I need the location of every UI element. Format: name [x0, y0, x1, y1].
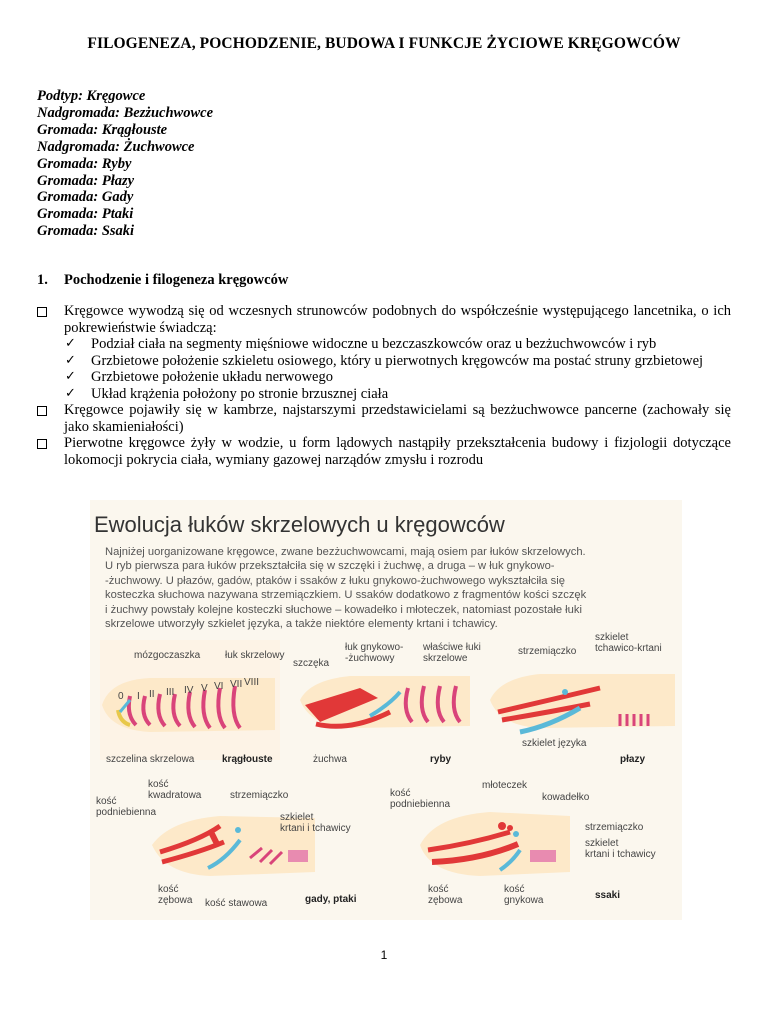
numeral: 0	[118, 691, 124, 702]
checkmark-icon: ✓	[65, 336, 76, 351]
numeral: VII	[230, 679, 243, 690]
check-item	[37, 336, 731, 353]
numeral: II	[149, 689, 155, 700]
section-heading	[37, 272, 288, 289]
panel-fish	[293, 642, 481, 765]
label-larynx-1: szkielet	[280, 812, 314, 823]
label-malleus: młoteczek	[482, 780, 528, 791]
label-group-amphibians: płazy	[620, 754, 646, 765]
bullet-text: Pierwotne kręgowce żyły w wodzie, u form lądowych nastąpiły przekształcenia budowy i fizjologii dotyczące lokomocji pokrycia ciała, wymiany gazowej narządów zmysłu i rozrodu	[64, 435, 731, 468]
bullet-text: Kręgowce pojawiły się w kambrze, najstarszymi przedstawicielami są bezżuchwowce pancerne (zachowały się jako skamieniałości)	[64, 402, 731, 435]
label-palatine-m-1: kość	[390, 788, 411, 799]
figure-description-line: skrzelowe utworzyły szkielet języka, a także niektóre elementy krtani i tchawicy.	[105, 618, 498, 631]
label-jaw: szczęka	[293, 658, 330, 669]
figure-description-line: i żuchwy powstały kolejne kosteczki słuchowe – kowadełko i młoteczek, natomiast pozostałe łuki	[105, 603, 582, 616]
page-number: 1	[380, 948, 388, 962]
label-group-lamprey: krągłouste	[222, 754, 273, 765]
label-group-mammals: ssaki	[595, 890, 621, 901]
numeral: III	[166, 687, 175, 698]
numeral: I	[137, 691, 140, 702]
numeral: V	[201, 683, 208, 694]
taxonomy-item: Nadgromada: Żuchwowce	[37, 138, 195, 155]
label-group-reptiles-birds: gady, ptaki	[305, 894, 357, 905]
figure-description-line: kosteczka słuchowa nazywana strzemiączkiem. U ssaków dodatkowo z fragmentów kości szczęk	[105, 589, 587, 602]
check-text: Grzbietowe położenie szkieletu osiowego, który u pierwotnych kręgowców ma postać struny grzbietowej	[91, 352, 704, 369]
taxonomy-item: Gromada: Gady	[37, 189, 134, 206]
label-palatine-2: podniebienna	[96, 807, 157, 818]
taxonomy-item: Gromada: Płazy	[37, 172, 135, 189]
taxonomy-item: Gromada: Ssaki	[37, 223, 135, 240]
panel-amphibians	[490, 632, 675, 765]
taxonomy-item: Podtyp: Kręgowce	[37, 88, 146, 104]
check-item	[37, 369, 731, 386]
label-hyoid-1: kość	[504, 884, 525, 895]
section-title: Pochodzenie i filogeneza kręgowców	[64, 272, 289, 288]
label-articular: kość stawowa	[205, 898, 268, 909]
label-gill-arch: łuk skrzelowy	[225, 650, 285, 661]
check-item	[37, 386, 731, 403]
figure-description	[105, 545, 615, 631]
checkmark-icon: ✓	[65, 385, 76, 401]
label-laryngotracheal-2: tchawico-krtani	[595, 643, 662, 654]
label-tongue-skeleton: szkielet języka	[522, 738, 587, 749]
label-gill-arches-1: właściwe łuki	[423, 642, 481, 653]
label-dentary-1: kość	[158, 884, 179, 895]
label-mandible: żuchwa	[313, 754, 347, 765]
check-text: Grzbietowe położenie układu nerwowego	[91, 369, 333, 385]
check-item	[37, 353, 731, 370]
label-larynx-2: krtani i tchawicy	[280, 823, 351, 834]
taxonomy-item: Gromada: Ptaki	[37, 206, 134, 223]
checkbox-bullet-icon	[37, 439, 47, 449]
label-stapes: strzemiączko	[518, 646, 577, 657]
label-stapes-mammal: strzemiączko	[585, 822, 644, 833]
label-palatine-1: kość	[96, 796, 117, 807]
panel-reptiles-birds	[96, 779, 357, 909]
checkbox-bullet-icon	[37, 307, 47, 317]
label-palatine-m-2: podniebienna	[390, 799, 451, 810]
label-hyoid-2: gnykowa	[504, 895, 544, 906]
page-title: FILOGENEZA, POCHODZENIE, BUDOWA I FUNKCJE ŻYCIOWE KRĘGOWCÓW	[87, 35, 681, 52]
figure-description-line: -żuchwowy. U płazów, gadów, ptaków i ssaków z łuku gnykowo-żuchwowego wykształciła się	[105, 574, 565, 587]
figure-description-line: Najniżej uorganizowane kręgowce, zwane bezżuchwowcami, mają osiem par łuków skrzelowych.	[105, 546, 586, 558]
section-number: 1.	[37, 272, 48, 288]
label-gill-arches-2: skrzelowe	[423, 653, 468, 664]
bullet-item	[37, 402, 731, 435]
label-hyomandibular-2: -żuchwowy	[345, 653, 395, 664]
bullet-item	[37, 303, 731, 336]
check-text: Podział ciała na segmenty mięśniowe widoczne u bezczaszkowców oraz u bezżuchwowców i ryb	[91, 336, 657, 352]
label-group-fish: ryby	[430, 754, 452, 765]
label-quadrate-1: kość	[148, 779, 169, 790]
label-dentary-m-2: zębowa	[428, 895, 463, 906]
label-laryngotracheal-1: szkielet	[595, 632, 629, 643]
figure-description-line: U ryb pierwsza para łuków przekształciła się w szczęki i żuchwę, a druga – w łuk gnykowo-	[105, 560, 555, 573]
taxonomy-item: Gromada: Ryby	[37, 155, 132, 172]
numeral: VI	[214, 681, 224, 692]
label-incus: kowadełko	[542, 792, 590, 803]
taxonomy-item: Nadgromada: Bezżuchwowce	[37, 104, 214, 121]
panel-mammals	[390, 780, 656, 906]
label-quadrate-2: kwadratowa	[148, 790, 202, 801]
numeral: IV	[184, 685, 194, 696]
checkmark-icon: ✓	[65, 352, 76, 368]
check-text: Układ krążenia położony po stronie brzusznej ciała	[91, 385, 389, 402]
checkmark-icon: ✓	[65, 369, 76, 384]
figure-title: Ewolucja łuków skrzelowych u kręgowców	[94, 512, 505, 537]
label-braincase: mózgoczaszka	[134, 650, 201, 661]
label-gill-slit: szczelina skrzelowa	[106, 754, 195, 765]
label-stapes-reptile: strzemiączko	[230, 790, 289, 801]
bullet-text: Kręgowce wywodzą się od wczesnych strunowców podobnych do współcześnie występującego lancetnika, o ich pokrewieństwie świadczą:	[64, 303, 731, 336]
label-dentary-m-1: kość	[428, 884, 449, 895]
taxonomy-list	[37, 88, 213, 240]
taxonomy-item: Gromada: Krągłouste	[37, 121, 168, 138]
panel-lamprey	[100, 640, 284, 765]
section-body	[37, 303, 731, 468]
label-dentary-2: zębowa	[158, 895, 193, 906]
numeral: VIII	[244, 677, 260, 688]
label-hyomandibular-1: łuk gnykowo-	[345, 642, 404, 653]
bullet-item	[37, 435, 731, 468]
label-larynx-m-2: krtani i tchawicy	[585, 849, 656, 860]
checkbox-bullet-icon	[37, 406, 47, 416]
label-larynx-m-1: szkielet	[585, 838, 619, 849]
